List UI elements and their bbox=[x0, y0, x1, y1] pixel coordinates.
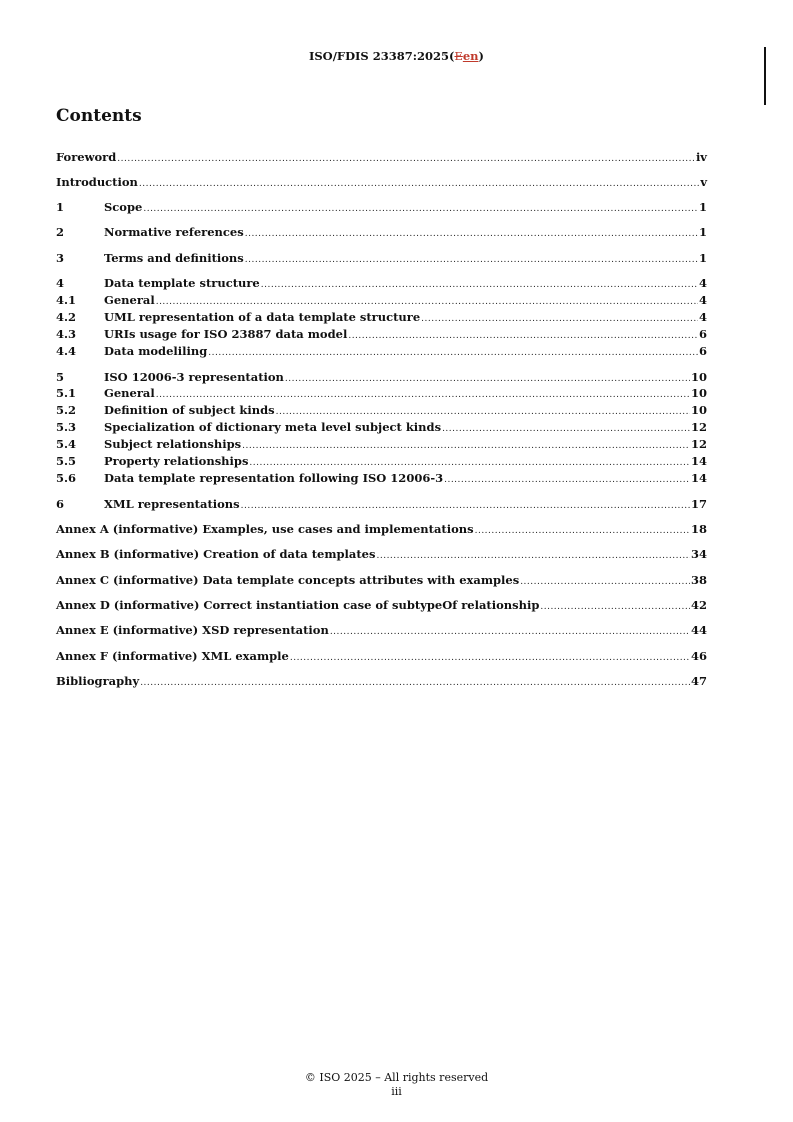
toc-entry[interactable] bbox=[56, 573, 707, 588]
page-footer bbox=[0, 1071, 793, 1099]
toc-entry-number: 3 bbox=[56, 251, 65, 265]
inserted-language-code: en bbox=[462, 49, 479, 63]
toc-leader bbox=[290, 651, 690, 666]
toc-entry[interactable] bbox=[56, 674, 707, 689]
toc-entry-label: General bbox=[104, 386, 155, 400]
toc-leader bbox=[276, 405, 690, 420]
toc-entry[interactable] bbox=[56, 403, 707, 418]
toc-leader bbox=[376, 549, 690, 564]
toc-entry-label: Property relationships bbox=[104, 454, 249, 468]
change-bar bbox=[764, 47, 766, 105]
copyright-notice: © ISO 2025 – All rights reserved bbox=[304, 1071, 489, 1084]
toc-entry-page: 47 bbox=[690, 674, 707, 688]
toc-entry-page: 34 bbox=[690, 547, 707, 561]
toc-entry-page: 10 bbox=[690, 403, 707, 417]
toc-entry[interactable] bbox=[56, 310, 707, 325]
toc-entry-page: 1 bbox=[698, 251, 707, 265]
toc-entry[interactable] bbox=[56, 497, 707, 512]
toc-entry-label: Normative references bbox=[104, 225, 244, 239]
toc-entry[interactable] bbox=[56, 344, 707, 359]
toc-entry-page: 46 bbox=[690, 649, 707, 663]
toc-entry[interactable] bbox=[56, 420, 707, 435]
toc-entry[interactable] bbox=[56, 649, 707, 664]
toc-entry-label: Bibliography bbox=[56, 674, 140, 688]
toc-entry-label: Annex A (informative) Examples, use cases and implementations bbox=[56, 522, 474, 536]
toc-entry-page: v bbox=[700, 175, 707, 189]
toc-leader bbox=[520, 575, 690, 590]
toc-entry[interactable] bbox=[56, 547, 707, 562]
toc-entry-page: 1 bbox=[698, 225, 707, 239]
toc-entry-page: 4 bbox=[698, 310, 707, 324]
toc-entry-page: 1 bbox=[698, 200, 707, 214]
toc-entry-number: 5.1 bbox=[56, 386, 77, 400]
deleted-language-code: E bbox=[454, 49, 463, 63]
toc-entry-number: 5.2 bbox=[56, 403, 77, 417]
toc-entry-page: 4 bbox=[698, 293, 707, 307]
toc-entry-number: 5.6 bbox=[56, 471, 77, 485]
toc-entry-label: Data modeliling bbox=[104, 344, 208, 358]
toc-leader bbox=[444, 473, 690, 488]
toc-leader bbox=[245, 253, 698, 268]
toc-entry-label: Annex B (informative) Creation of data templates bbox=[56, 547, 376, 561]
toc-leader bbox=[475, 524, 690, 539]
toc-leader bbox=[442, 422, 690, 437]
toc-leader bbox=[242, 439, 690, 454]
toc-entry-label: Data template representation following ISO 12006-3 bbox=[104, 471, 444, 485]
toc-entry-label: General bbox=[104, 293, 155, 307]
toc-entry-page: 12 bbox=[690, 420, 707, 434]
toc-entry-label: UML representation of a data template structure bbox=[104, 310, 421, 324]
toc-entry-label: URIs usage for ISO 23887 data model bbox=[104, 327, 348, 341]
toc-entry[interactable] bbox=[56, 370, 707, 385]
toc-entry-number: 5.4 bbox=[56, 437, 77, 451]
toc-entry[interactable] bbox=[56, 276, 707, 291]
toc-entry-label: Terms and definitions bbox=[104, 251, 244, 265]
toc-entry-page: 12 bbox=[690, 437, 707, 451]
toc-entry[interactable] bbox=[56, 200, 707, 215]
toc-leader bbox=[330, 625, 690, 640]
toc-entry-label: Specialization of dictionary meta level subject kinds bbox=[104, 420, 442, 434]
toc-leader bbox=[261, 278, 698, 293]
toc-entry-page: 4 bbox=[698, 276, 707, 290]
toc-entry-number: 2 bbox=[56, 225, 65, 239]
toc-leader bbox=[421, 312, 698, 327]
toc-leader bbox=[285, 372, 690, 387]
toc-entry[interactable] bbox=[56, 386, 707, 401]
toc-entry[interactable] bbox=[56, 598, 707, 613]
toc-entry-label: Annex F (informative) XML example bbox=[56, 649, 289, 663]
toc-entry[interactable] bbox=[56, 150, 707, 165]
toc-entry[interactable] bbox=[56, 437, 707, 452]
toc-entry-label: Annex D (informative) Correct instantiation case of subtypeOf relationship bbox=[56, 598, 540, 612]
toc-entry-label: Subject relationships bbox=[104, 437, 242, 451]
toc-entry[interactable] bbox=[56, 293, 707, 308]
toc-leader bbox=[156, 295, 698, 310]
toc-entry-number: 5.3 bbox=[56, 420, 77, 434]
toc-entry[interactable] bbox=[56, 175, 707, 190]
toc-entry-page: 14 bbox=[690, 454, 707, 468]
toc-entry-page: 10 bbox=[690, 386, 707, 400]
document-id-close: ) bbox=[478, 49, 484, 63]
toc-entry-label: XML representations bbox=[104, 497, 240, 511]
toc-entry-number: 6 bbox=[56, 497, 65, 511]
toc-leader bbox=[249, 456, 690, 471]
toc-leader bbox=[208, 346, 698, 361]
toc-leader bbox=[156, 388, 690, 403]
toc-entry-label: Foreword bbox=[56, 150, 117, 164]
toc-entry-label: Annex C (informative) Data template concepts attributes with examples bbox=[56, 573, 520, 587]
toc-leader bbox=[540, 600, 690, 615]
toc-entry-number: 4.3 bbox=[56, 327, 77, 341]
toc-entry-label: ISO 12006-3 representation bbox=[104, 370, 284, 384]
toc-entry[interactable] bbox=[56, 327, 707, 342]
toc-entry-label: Introduction bbox=[56, 175, 138, 189]
toc-leader bbox=[139, 177, 699, 192]
toc-entry-number: 4.2 bbox=[56, 310, 77, 324]
toc-entry-page: 6 bbox=[698, 327, 707, 341]
toc-entry-page: 18 bbox=[690, 522, 707, 536]
toc-entry-number: 5 bbox=[56, 370, 65, 384]
toc-entry[interactable] bbox=[56, 225, 707, 240]
toc-entry-page: 14 bbox=[690, 471, 707, 485]
toc-entry-page: 6 bbox=[698, 344, 707, 358]
toc-leader bbox=[140, 676, 690, 691]
toc-entry-page: 42 bbox=[690, 598, 707, 612]
toc-entry[interactable] bbox=[56, 471, 707, 486]
document-id: ISO/FDIS 23387:2025( bbox=[309, 49, 455, 63]
page-number: iii bbox=[391, 1085, 402, 1098]
toc-entry-number: 5.5 bbox=[56, 454, 77, 468]
toc-entry-page: 44 bbox=[690, 623, 707, 637]
toc-entry-label: Annex E (informative) XSD representation bbox=[56, 623, 329, 637]
toc-entry-number: 4 bbox=[56, 276, 65, 290]
toc-leader bbox=[348, 329, 698, 344]
toc-entry-label: Data template structure bbox=[104, 276, 260, 290]
toc-leader bbox=[143, 202, 698, 217]
toc-entry-page: 17 bbox=[690, 497, 707, 511]
toc-entry-number: 4.1 bbox=[56, 293, 77, 307]
document-header bbox=[0, 49, 793, 63]
toc-leader bbox=[241, 499, 690, 514]
toc-entry-label: Definition of subject kinds bbox=[104, 403, 275, 417]
toc-entry[interactable] bbox=[56, 251, 707, 266]
toc-entry-page: 38 bbox=[690, 573, 707, 587]
toc-leader bbox=[117, 152, 695, 167]
toc-entry-page: 10 bbox=[690, 370, 707, 384]
toc-entry-number: 1 bbox=[56, 200, 65, 214]
toc-leader bbox=[245, 227, 698, 242]
toc-entry-number: 4.4 bbox=[56, 344, 77, 358]
toc-entry-page: iv bbox=[695, 150, 707, 164]
toc-entry[interactable] bbox=[56, 454, 707, 469]
page-title: Contents bbox=[56, 106, 142, 126]
toc-entry-label: Scope bbox=[104, 200, 143, 214]
toc-entry[interactable] bbox=[56, 623, 707, 638]
toc-entry[interactable] bbox=[56, 522, 707, 537]
